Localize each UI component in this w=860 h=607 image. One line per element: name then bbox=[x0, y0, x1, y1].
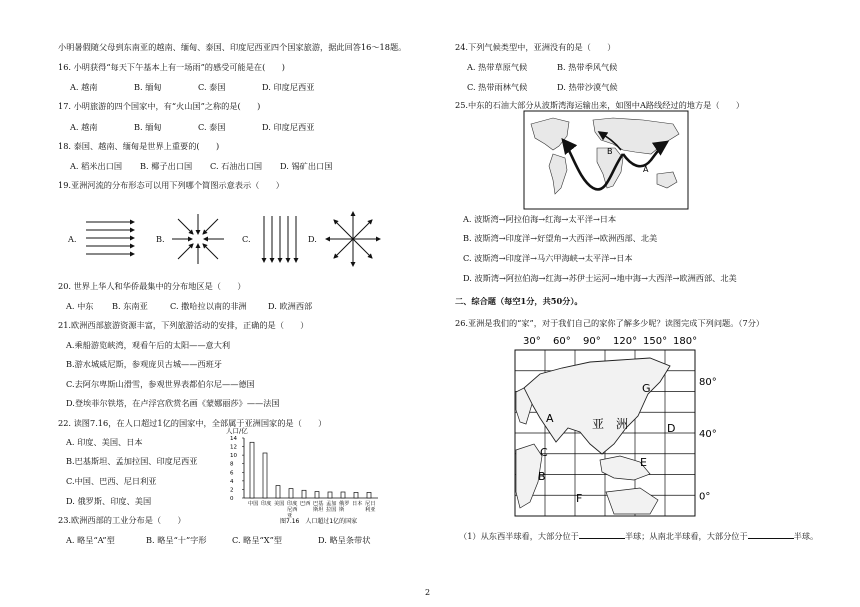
q16-option-b[interactable]: B. 缅甸 bbox=[134, 82, 162, 92]
q20-option-c[interactable]: C. 撒哈拉以南的非洲 bbox=[170, 301, 247, 311]
chart-y-tick: 0 bbox=[230, 496, 234, 502]
q16-option-a[interactable]: A. 越南 bbox=[70, 82, 98, 92]
q18-stem: 18. 泰国、越南、缅甸是世界上重要的( ) bbox=[58, 141, 220, 151]
chart-bar bbox=[276, 486, 280, 498]
intro-text: 小明暑假随父母到东南亚的越南、缅甸、泰国、印度尼西亚四个国家旅游，据此回答16～18题。 bbox=[58, 42, 407, 52]
q20-option-d[interactable]: D. 欧洲西部 bbox=[268, 301, 313, 311]
q22-option-a[interactable]: A. 印度、美国、日本 bbox=[66, 437, 143, 447]
q16-option-c[interactable]: C. 泰国 bbox=[198, 82, 226, 92]
q22-option-c[interactable]: C.中国、巴西、尼日利亚 bbox=[66, 476, 157, 486]
longitude-label: 30° bbox=[523, 336, 541, 347]
page-number: 2 bbox=[425, 588, 431, 597]
q16-stem: 16. 小明获得“每天下午基本上有一场雨”的感受可能是在( ) bbox=[58, 62, 285, 72]
q17-option-b[interactable]: B. 缅甸 bbox=[134, 122, 162, 132]
map-region-letter: A bbox=[546, 412, 554, 425]
chart-x-label: 印度 bbox=[261, 501, 272, 507]
chart-bar bbox=[354, 492, 358, 498]
q24-option-b[interactable]: B. 热带季风气候 bbox=[557, 62, 618, 72]
chart-bar bbox=[315, 492, 319, 498]
chart-x-label: 俄罗斯 bbox=[339, 501, 350, 513]
q21-option-b[interactable]: B.游水城威尼斯，参观庞贝古城——西班牙 bbox=[66, 359, 222, 369]
chart-y-tick: 4 bbox=[230, 478, 234, 485]
q21-stem: 21.欧洲西部旅游资源丰富，下列旅游活动的安排，正确的是（ ） bbox=[58, 320, 309, 330]
chart-x-label: 孟加拉国 bbox=[326, 501, 337, 513]
asia-grid-map bbox=[510, 332, 735, 520]
chart-bar bbox=[341, 492, 345, 498]
q22-stem: 22. 读图7.16，在人口超过1亿的国家中，全部属于亚洲国家的是（ ） bbox=[58, 418, 327, 428]
q20-stem: 20. 世界上华人和华侨最集中的分布地区是（ ） bbox=[58, 281, 246, 291]
map-title-asia: 亚 洲 bbox=[592, 417, 629, 431]
chart-y-tick: 10 bbox=[230, 453, 237, 460]
q26-blank-1[interactable] bbox=[579, 530, 625, 539]
q26-blank-2[interactable] bbox=[748, 530, 794, 539]
chart-bar bbox=[328, 492, 332, 498]
map-region-letter: E bbox=[640, 456, 647, 469]
oil-route-world-map bbox=[523, 110, 689, 210]
chart-caption: 图7.16 人口超过1亿的国家 bbox=[280, 518, 358, 525]
q23-option-a[interactable]: A. 略呈“A”型 bbox=[66, 535, 115, 545]
map-region-letter: G bbox=[642, 382, 651, 395]
latitude-label: 40° bbox=[699, 429, 717, 440]
q19-stem: 19.亚洲河流的分布形态可以用下列哪个简图示意表示（ ） bbox=[58, 180, 284, 190]
q20-options bbox=[66, 301, 312, 312]
chart-x-label: 印度尼西亚 bbox=[287, 501, 298, 519]
q20-option-b[interactable]: B. 东南亚 bbox=[112, 301, 148, 311]
q26-stem: 26.亚洲是我们的“家”，对于我们自己的家你了解多少呢？读图完成下列问题。（7分） bbox=[455, 318, 765, 328]
chart-x-label: 尼日利亚 bbox=[365, 501, 376, 513]
q23-options bbox=[66, 535, 370, 546]
q17-options bbox=[70, 122, 314, 133]
longitude-label: 150° bbox=[643, 336, 668, 347]
longitude-label: 120° bbox=[613, 336, 638, 347]
q18-options bbox=[70, 161, 332, 172]
q20-option-a[interactable]: A. 中东 bbox=[66, 301, 94, 311]
map-region-letter: D bbox=[667, 422, 676, 435]
q19-option-a[interactable]: A. bbox=[68, 234, 77, 244]
q19-diagram-d bbox=[322, 208, 384, 270]
map-region-letter: B bbox=[538, 470, 546, 483]
q23-option-b[interactable]: B. 略呈“十”字形 bbox=[146, 535, 207, 545]
q19-option-d[interactable]: D. bbox=[308, 234, 317, 244]
chart-x-label: 巴西 bbox=[300, 501, 311, 507]
q18-option-a[interactable]: A. 稻米出口国 bbox=[70, 161, 123, 171]
q19-diagram-c bbox=[256, 212, 306, 268]
q21-option-d[interactable]: D.登埃菲尔铁塔，在卢浮宫欣赏名画《蒙娜丽莎》——法国 bbox=[66, 398, 280, 408]
q24-options-row1 bbox=[467, 62, 617, 73]
map-region-letter: F bbox=[576, 492, 583, 505]
q17-stem: 17. 小明旅游的四个国家中，有“火山国”之称的是( ) bbox=[58, 101, 261, 111]
chart-y-tick: 12 bbox=[230, 444, 237, 451]
q18-option-c[interactable]: C. 石油出口国 bbox=[210, 161, 263, 171]
chart-x-label: 中国 bbox=[248, 501, 259, 507]
q17-option-c[interactable]: C. 泰国 bbox=[198, 122, 226, 132]
chart-bar bbox=[289, 489, 293, 498]
chart-x-label: 美国 bbox=[274, 501, 285, 507]
latitude-label: 80° bbox=[699, 377, 717, 389]
q17-option-a[interactable]: A. 越南 bbox=[70, 122, 98, 132]
route-label-b: B bbox=[607, 147, 613, 156]
chart-x-label: 日本 bbox=[352, 501, 363, 507]
q24-option-a[interactable]: A. 热带草原气候 bbox=[467, 62, 528, 72]
map-region-letter: C bbox=[540, 446, 548, 459]
q19-option-c[interactable]: C. bbox=[242, 234, 251, 244]
q21-option-c[interactable]: C.去阿尔卑斯山滑雪，参观世界表都伯尔尼——德国 bbox=[66, 379, 255, 389]
q22-option-d[interactable]: D. 俄罗斯、印度、美国 bbox=[66, 496, 152, 506]
q18-option-d[interactable]: D. 锡矿出口国 bbox=[280, 161, 333, 171]
chart-bar bbox=[263, 453, 267, 498]
population-bar-chart bbox=[222, 424, 382, 526]
q25-option-b[interactable]: B. 波斯湾→印度洋→好望角→大西洋→欧洲西部、北美 bbox=[463, 233, 658, 243]
latitude-label: 0° bbox=[699, 491, 711, 503]
q26-sub1 bbox=[459, 530, 818, 542]
q22-option-b[interactable]: B.巴基斯坦、孟加拉国、印度尼西亚 bbox=[66, 456, 198, 466]
q24-option-c[interactable]: C. 热带雨林气候 bbox=[467, 82, 528, 92]
chart-y-tick: 14 bbox=[230, 436, 237, 442]
longitude-label: 60° bbox=[553, 336, 571, 347]
q19-diagram-a bbox=[82, 212, 142, 266]
q24-stem: 24.下列气候类型中，亚洲没有的是（ ） bbox=[455, 42, 616, 52]
q26-sub1-text-c: 半球。 bbox=[793, 531, 819, 541]
q18-option-b[interactable]: B. 椰子出口国 bbox=[140, 161, 193, 171]
q21-option-a[interactable]: A.乘船游览峡湾，观看午后的太阳——意大利 bbox=[66, 340, 231, 350]
q23-stem: 23.欧洲西部的工业分布是（ ） bbox=[58, 515, 186, 525]
longitude-label: 180° bbox=[673, 336, 698, 347]
q17-option-d[interactable]: D. 印度尼西亚 bbox=[262, 122, 315, 132]
q24-options-row2 bbox=[467, 82, 618, 93]
chart-bar bbox=[367, 492, 371, 498]
q26-sub1-text-b: 半球；从南北半球看，大部分位于 bbox=[624, 531, 748, 541]
longitude-label: 90° bbox=[583, 336, 601, 347]
chart-bar bbox=[302, 490, 306, 498]
chart-y-tick: 6 bbox=[230, 470, 234, 477]
q16-option-d[interactable]: D. 印度尼西亚 bbox=[262, 82, 315, 92]
q23-option-d[interactable]: D. 略呈条带状 bbox=[318, 535, 371, 545]
q16-options bbox=[70, 82, 314, 93]
q25-option-d[interactable]: D. 波斯湾→阿拉伯海→红海→苏伊士运河→地中海→大西洋→欧洲西部、北美 bbox=[463, 273, 737, 283]
chart-y-tick: 2 bbox=[230, 487, 234, 494]
q25-stem: 25.中东的石油大部分从波斯湾海运输出来，如图中A路线经过的地方是（ ） bbox=[455, 100, 745, 110]
q25-option-a[interactable]: A. 波斯湾→阿拉伯海→红海→太平洋→日本 bbox=[463, 214, 617, 224]
chart-y-tick: 8 bbox=[230, 461, 234, 468]
chart-x-label: 巴基斯坦 bbox=[313, 501, 324, 513]
q25-option-c[interactable]: C. 波斯湾→印度洋→马六甲海峡→太平洋→日本 bbox=[463, 253, 633, 263]
route-label-a: A bbox=[643, 165, 649, 174]
chart-ylabel: 人口/亿 bbox=[226, 427, 248, 435]
q26-sub1-text-a: （1）从东西半球看，大部分位于 bbox=[459, 531, 579, 541]
q19-diagram-b bbox=[168, 210, 228, 268]
q23-option-c[interactable]: C. 略呈“X”型 bbox=[232, 535, 282, 545]
q24-option-d[interactable]: D. 热带沙漠气候 bbox=[557, 82, 618, 92]
chart-bar bbox=[250, 442, 254, 498]
section-2-title: 二、综合题（每空1分，共50分）。 bbox=[455, 296, 583, 306]
q19-option-b[interactable]: B. bbox=[156, 234, 165, 244]
